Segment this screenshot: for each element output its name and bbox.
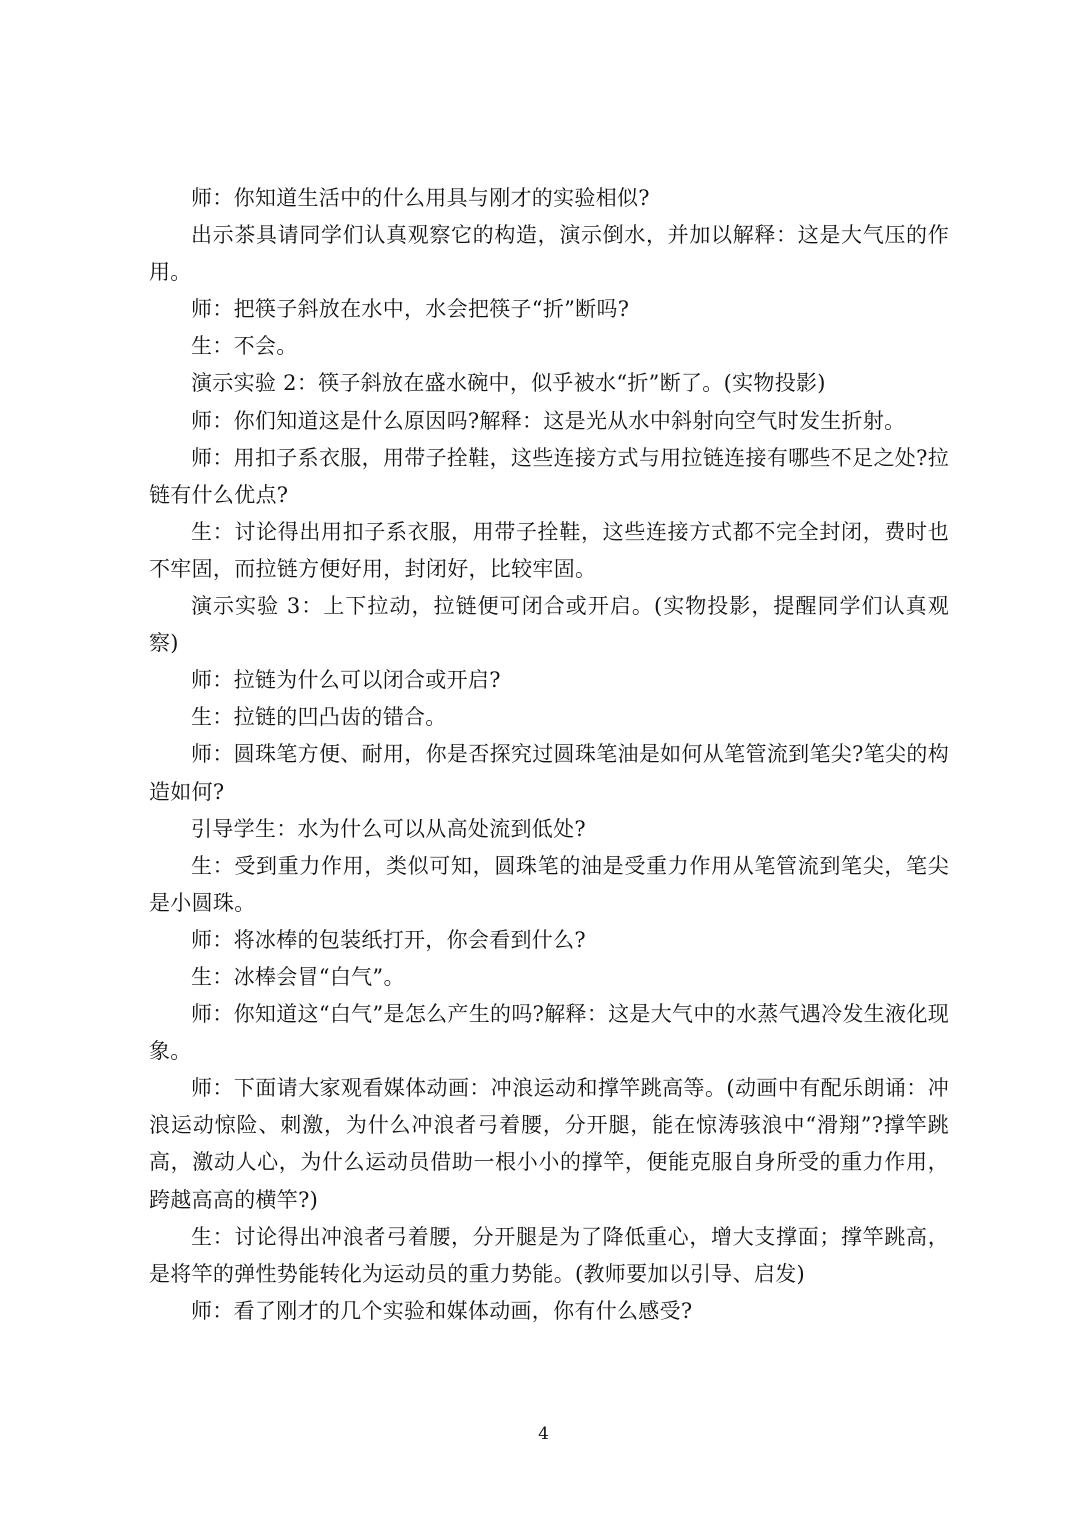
page-number: 4 bbox=[538, 1424, 549, 1444]
paragraph: 师：拉链为什么可以闭合或开启? bbox=[191, 668, 501, 693]
paragraph: 师：用扣子系衣服，用带子拴鞋，这些连接方式与用拉链连接有哪些不足之处?拉链有什么优点? bbox=[149, 445, 949, 507]
paragraph: 师：你知道生活中的什么用具与刚才的实验相似? bbox=[191, 186, 650, 210]
paragraph: 师：看了刚才的几个实验和媒体动画，你有什么感受? bbox=[191, 1298, 693, 1323]
paragraph: 生：拉链的凹凸齿的错合。 bbox=[191, 705, 447, 730]
document-body bbox=[149, 180, 949, 1330]
paragraph: 演示实验 3：上下拉动，拉链便可闭合或开启。(实物投影，提醒同学们认真观察) bbox=[149, 594, 949, 656]
paragraph: 师：把筷子斜放在水中，水会把筷子“折”断吗? bbox=[191, 297, 630, 322]
paragraph: 生：讨论得出冲浪者弓着腰，分开腿是为了降低重心，增大支撑面；撑竿跳高，是将竿的弹性势能转化为运动员的重力势能。(教师要加以引导、启发) bbox=[149, 1224, 949, 1286]
paragraph: 生：受到重力作用，类似可知，圆珠笔的油是受重力作用从笔管流到笔尖，笔尖是小圆珠。 bbox=[149, 853, 949, 915]
paragraph: 生：冰棒会冒“白气”。 bbox=[191, 964, 405, 989]
paragraph: 师：圆珠笔方便、耐用，你是否探究过圆珠笔油是如何从笔管流到笔尖?笔尖的构造如何? bbox=[149, 742, 949, 804]
paragraph: 演示实验 2：筷子斜放在盛水碗中，似乎被水“折”断了。(实物投影) bbox=[191, 371, 826, 396]
paragraph: 生：讨论得出用扣子系衣服，用带子拴鞋，这些连接方式都不完全封闭，费时也不牢固，而拉链方便好用，封闭好，比较牢固。 bbox=[149, 519, 949, 581]
paragraph: 师：你知道这“白气”是怎么产生的吗?解释：这是大气中的水蒸气遇冷发生液化现象。 bbox=[149, 1002, 949, 1064]
paragraph: 师：你们知道这是什么原因吗?解释：这是光从水中斜射向空气时发生折射。 bbox=[191, 408, 906, 433]
paragraph: 出示茶具请同学们认真观察它的构造，演示倒水，并加以解释：这是大气压的作用。 bbox=[149, 223, 949, 285]
paragraph: 生：不会。 bbox=[191, 334, 298, 359]
paragraph: 师：下面请大家观看媒体动画：冲浪运动和撑竿跳高等。(动画中有配乐朗诵：冲浪运动惊险、刺激，为什么冲浪者弓着腰，分开腿，能在惊涛骇浪中“滑翔”?撑竿跳高，激动人心，为什么运动员借助一根小小的撑竿，便能克服自身所受的重力作用，跨越高高的横竿?) bbox=[149, 1076, 949, 1212]
paragraph: 师：将冰棒的包装纸打开，你会看到什么? bbox=[191, 927, 586, 952]
paragraph: 引导学生：水为什么可以从高处流到低处? bbox=[191, 816, 586, 841]
